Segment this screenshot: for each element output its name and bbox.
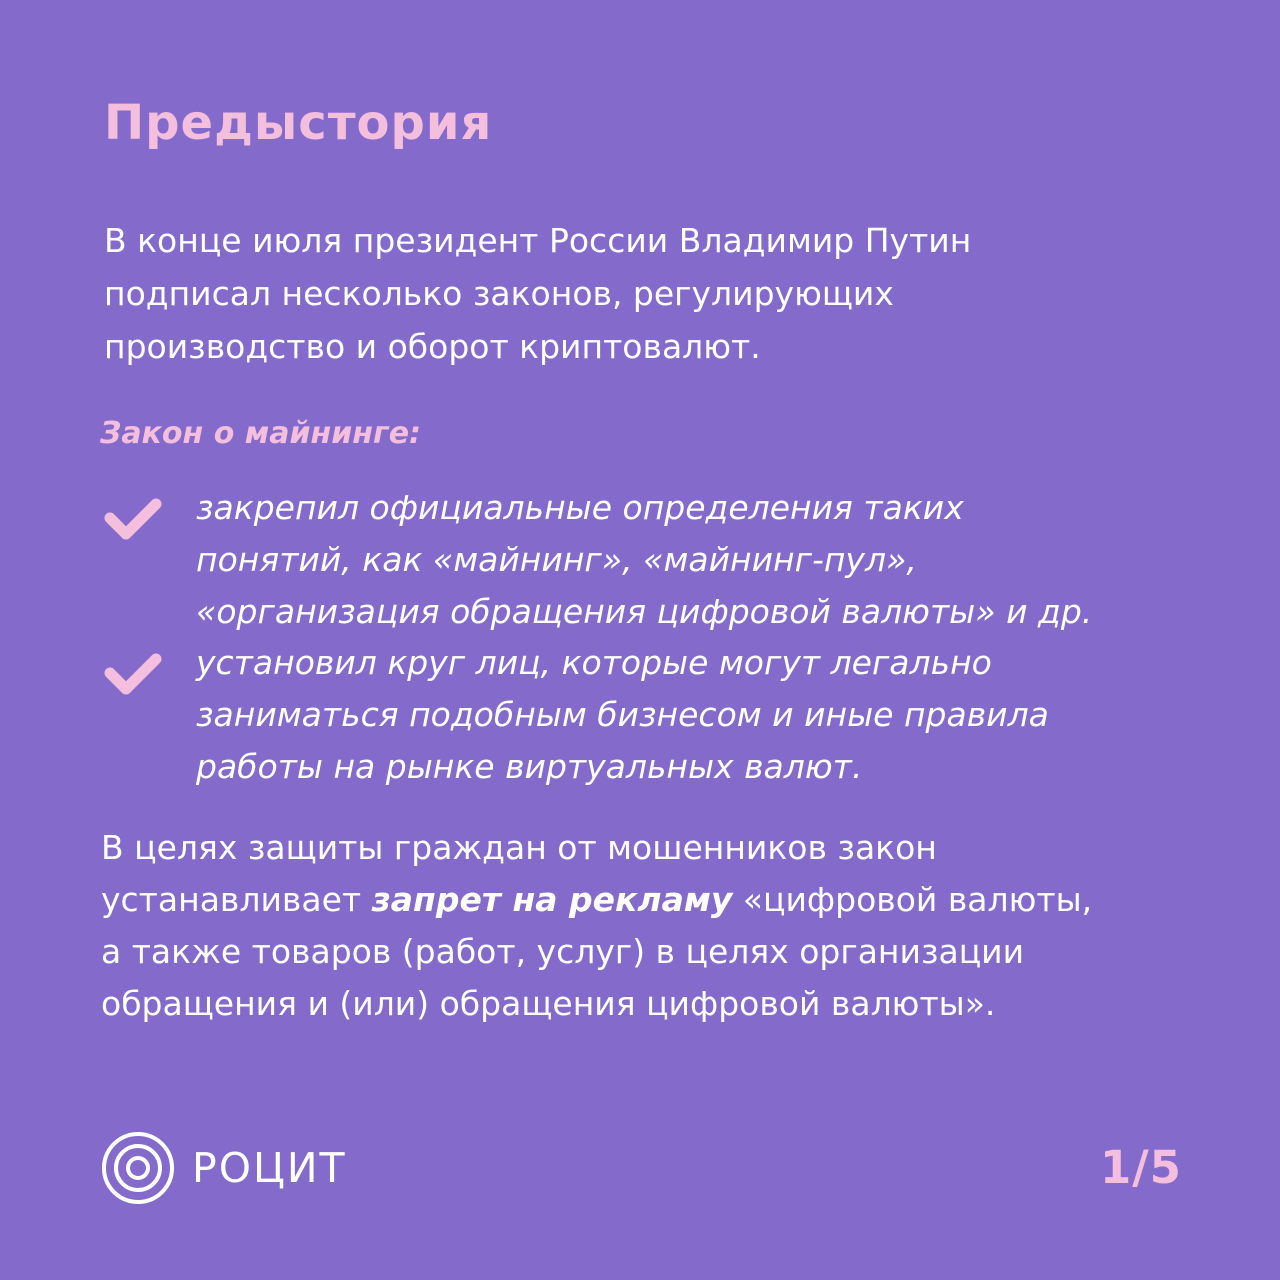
logo-text: РОЦИТ xyxy=(192,1144,347,1192)
ad-ban-emphasis: запрет на рекламу xyxy=(371,880,733,919)
bullet-text xyxy=(196,637,1049,793)
closing-text: «цифровой валюты, xyxy=(732,880,1093,919)
closing-line xyxy=(101,874,1201,926)
closing-text: устанавливает xyxy=(101,880,372,919)
bullet-line: заниматься подобным бизнесом и иные правила xyxy=(196,695,1049,734)
checkmark-icon xyxy=(100,494,166,544)
page-title: Предыстория xyxy=(104,95,493,151)
rocit-logo xyxy=(100,1130,347,1206)
intro-line: подписал несколько законов, регулирующих xyxy=(104,274,894,313)
closing-line: обращения и (или) обращения цифровой валюты». xyxy=(101,984,996,1023)
intro-line: В конце июля президент России Владимир Путин xyxy=(104,221,972,260)
intro-line: производство и оборот криптовалют. xyxy=(104,327,761,366)
page-number: 1/5 xyxy=(1099,1141,1182,1194)
bullet-line: «организация обращения цифровой валюты» и др. xyxy=(196,592,1093,631)
closing-paragraph xyxy=(101,822,1201,1030)
bullet-line: закрепил официальные определения таких xyxy=(196,488,964,527)
concentric-circles-logo-icon xyxy=(100,1130,176,1206)
bullet-line: работы на рынке виртуальных валют. xyxy=(196,747,863,786)
law-heading: Закон о майнинге: xyxy=(100,416,422,451)
bullet-line: понятий, как «майнинг», «майнинг-пул», xyxy=(196,540,917,579)
closing-line: а также товаров (работ, услуг) в целях организации xyxy=(101,932,1025,971)
closing-line: В целях защиты граждан от мошенников закон xyxy=(101,828,937,867)
intro-paragraph xyxy=(104,214,1184,373)
bullet-text xyxy=(196,482,1092,638)
checkmark-icon xyxy=(100,649,166,699)
bullet-line: установил круг лиц, которые могут легально xyxy=(196,643,992,682)
